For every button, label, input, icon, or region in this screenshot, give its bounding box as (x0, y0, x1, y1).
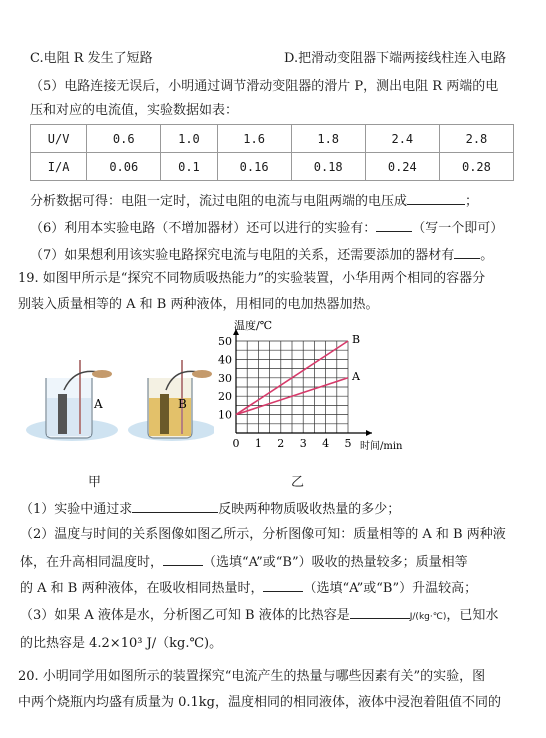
analysis-end: ； (465, 194, 479, 209)
table-row (31, 125, 514, 153)
temperature-time-chart (210, 320, 420, 472)
liquid-a (47, 398, 91, 436)
s1-line (20, 499, 400, 519)
table-cell: 0.16 (217, 153, 291, 181)
s2-line3-b: （选填“A”或“B”）升温较高； (303, 581, 478, 596)
q6-text: （6）利用本实验电路（不增加器材）还可以进行的实验有： (30, 221, 377, 236)
table-cell: 0.24 (365, 153, 439, 181)
s2-line2-b: （选填“A”或“B”）吸收的热量较多；质量相等 (203, 555, 468, 570)
x-tick-label: 0 (232, 437, 240, 450)
y-axis-label: 温度/℃ (234, 320, 273, 332)
table-cell: 0.1 (161, 153, 217, 181)
table-cell: U/V (31, 125, 87, 153)
y-tick-label: 20 (218, 390, 232, 404)
table-cell: 0.06 (87, 153, 161, 181)
y-tick-label: 40 (218, 353, 232, 367)
s3-text-a: （3）如果 A 液体是水，分析图乙可知 B 液体的比热容是 (20, 608, 350, 623)
q7-line (30, 245, 493, 265)
table-cell: 2.4 (365, 125, 439, 153)
x-tick-label: 3 (299, 437, 307, 450)
s3-line2: 的比热容是 4.2×10³ J/（kg.℃)。 (20, 636, 223, 651)
s2-line3 (20, 578, 477, 598)
x-tick-label: 2 (277, 437, 285, 450)
caption-left: 甲 (88, 475, 102, 490)
q20-line2: 中两个烧瓶内均盛有质量为 0.1kg，温度相同的相同液体，液体中浸泡着阻值不同的 (18, 695, 502, 710)
x-axis-label: 时间/min (360, 441, 403, 452)
plug-a (92, 370, 112, 378)
y-tick-label: 10 (218, 408, 232, 422)
heater-b (160, 394, 169, 434)
label-b: B (178, 397, 187, 411)
table-cell: I/A (31, 153, 87, 181)
q6-hint: （写一个即可） (412, 221, 504, 236)
option-d: D.把滑动变阻器下端两接线柱连入电路 (284, 51, 507, 66)
label-a: A (94, 397, 103, 411)
q5-line1: （5）电路连接无误后，小明通过调节滑动变阻器的滑片 P，测出电阻 R 两端的电 (30, 79, 499, 94)
answer-blank[interactable] (350, 605, 410, 619)
y-tick-label: 30 (218, 371, 232, 385)
q7-end: 。 (480, 248, 494, 263)
table-cell: 1.6 (217, 125, 291, 153)
heater-a (58, 394, 67, 434)
answer-blank[interactable] (376, 218, 412, 232)
q6-line (30, 218, 503, 238)
x-axis-arrow (366, 430, 372, 436)
s2-line1: （2）温度与时间的关系图像如图乙所示，分析图像可知：质量相等的 A 和 B 两种液 (20, 527, 506, 542)
answer-blank[interactable] (407, 191, 465, 205)
analysis-line (30, 191, 478, 211)
s1-text-b: 反映两种物质吸收热量的多少； (218, 502, 401, 517)
q19-line1: 19. 如图甲所示是“探究不同物质吸热能力”的实验装置，小华用两个相同的容器分 (18, 271, 486, 286)
s2-line2-a: 体，在升高相同温度时， (20, 555, 164, 570)
plug-b (192, 370, 212, 378)
s2-line3-a: 的 A 和 B 两种液体，在吸收相同热量时， (20, 581, 264, 596)
q7-text: （7）如果想利用该实验电路探究电流与电阻的关系，还需要添加的器材有 (30, 248, 455, 263)
analysis-text: 分析数据可得：电阻一定时，流过电阻的电流与电阻两端的电压成 (30, 194, 408, 209)
option-c: C.电阻 R 发生了短路 (30, 51, 153, 66)
table-cell: 0.28 (439, 153, 513, 181)
table-cell: 1.8 (291, 125, 365, 153)
answer-blank[interactable] (454, 245, 480, 259)
table-cell: 1.0 (161, 125, 217, 153)
answer-blank[interactable] (132, 499, 218, 513)
x-tick-label: 5 (344, 437, 352, 450)
table-cell: 0.18 (291, 153, 365, 181)
answer-blank[interactable] (263, 578, 303, 592)
s3-text-b: ，已知水 (446, 608, 499, 623)
q19-line2: 别装入质量相等的 A 和 B 两种液体，用相同的电加热器加热。 (18, 297, 379, 312)
table-row (31, 153, 514, 181)
caption-right: 乙 (291, 475, 305, 490)
q5-line2: 压和对应的电流值，实验数据如表： (30, 103, 239, 118)
y-tick-label: 50 (218, 335, 232, 348)
x-tick-label: 4 (322, 437, 330, 450)
table-cell: 2.8 (439, 125, 513, 153)
s2-line2 (20, 552, 468, 572)
data-table (30, 124, 514, 181)
s3-line1 (20, 605, 498, 626)
q20-line1: 20. 小明同学用如图所示的装置探究“电流产生的热量与哪些因素有关”的实验，图 (18, 669, 486, 684)
series-label-b: B (352, 333, 361, 346)
x-tick-label: 1 (254, 437, 262, 450)
series-label-a: A (352, 369, 360, 383)
beakers-figure (14, 350, 214, 450)
s1-text-a: （1）实验中通过求 (20, 502, 133, 517)
s3-unit: J/(kg·℃) (409, 612, 447, 622)
answer-blank[interactable] (163, 552, 203, 566)
table-cell: 0.6 (87, 125, 161, 153)
